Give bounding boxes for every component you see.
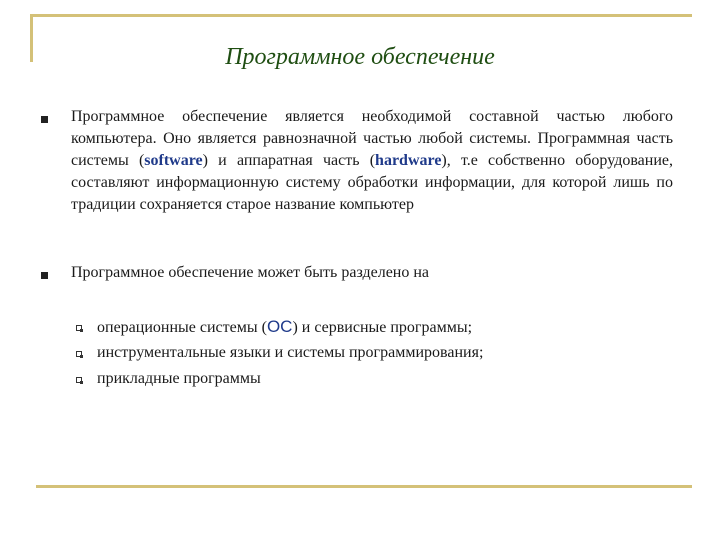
sub-bullet-icon	[76, 377, 82, 383]
bullet-square-icon	[41, 272, 48, 279]
sub-bullet-icon	[76, 351, 82, 357]
bullet-paragraph-2	[71, 262, 673, 284]
paragraph-text: ), т.е собственно оборудование, составляют информационную систему обработки информации, для которой лишь по традиции сохраняется старое название компьютер	[71, 152, 674, 213]
paragraph-text: Программное обеспечение является необходимой составной частью любого компьютера. Оно является равнозначной частью любой системы. Программная часть системы (	[71, 108, 673, 169]
sub-item-text: прикладные программы	[97, 370, 261, 387]
bullet-square-icon	[41, 116, 48, 123]
term-os: ОС	[266, 317, 293, 336]
slide-title	[0, 44, 720, 71]
sub-bullet-icon	[76, 325, 82, 331]
frame-bottom-border	[36, 485, 692, 488]
sub-item-text: ) и сервисные программы;	[292, 319, 473, 336]
sub-item-text: операционные системы (	[97, 319, 267, 336]
sub-item-text: инструментальные языки и системы программирования;	[97, 344, 484, 361]
term-hardware: hardware	[375, 152, 442, 169]
paragraph-text: ) и аппаратная часть (	[202, 152, 376, 169]
bullet-paragraph-1	[71, 106, 673, 216]
slide-title-text: Программное обеспечение	[225, 44, 495, 70]
paragraph-text: Программное обеспечение может быть разделено на	[71, 264, 430, 281]
sub-item-1	[97, 316, 472, 339]
term-software: software	[144, 152, 203, 169]
sub-item-2	[97, 342, 483, 364]
frame-top-border	[30, 14, 692, 17]
sub-item-3	[97, 368, 261, 390]
